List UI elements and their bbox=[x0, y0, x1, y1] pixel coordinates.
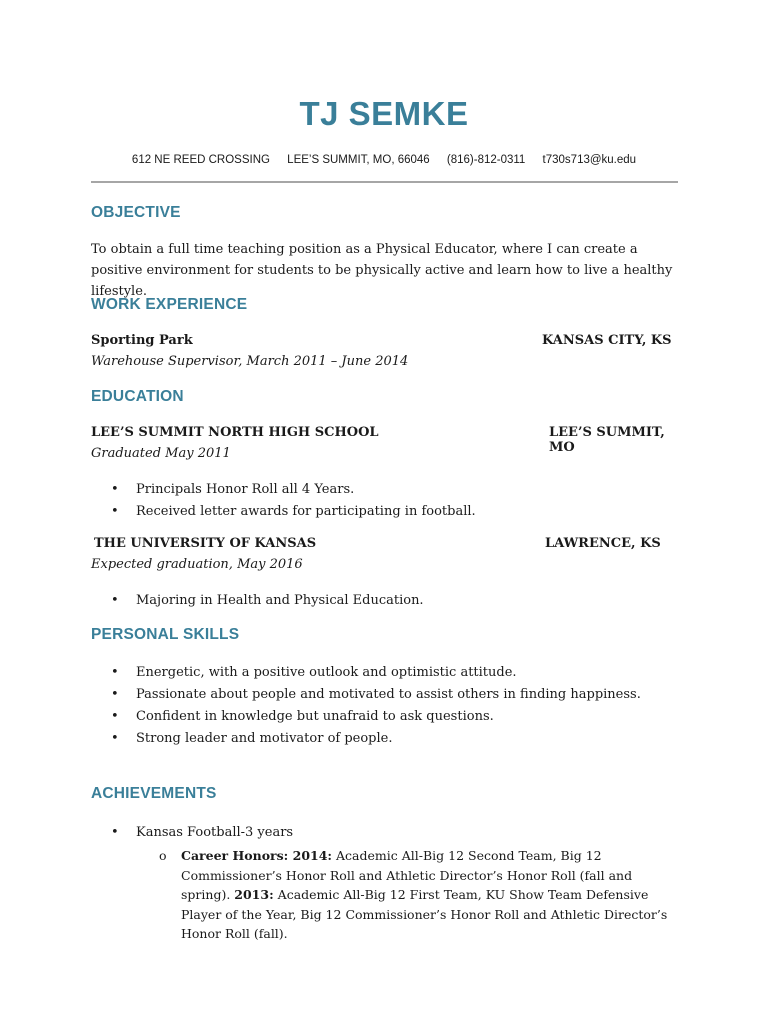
school1-name: LEE’S SUMMIT NORTH HIGH SCHOOL bbox=[91, 425, 379, 440]
bullet-icon: • bbox=[111, 504, 119, 519]
school2-bullets bbox=[91, 590, 681, 612]
list-item: • Energetic, with a positive outlook and optimistic attitude. bbox=[91, 662, 681, 684]
bullet-icon: • bbox=[111, 687, 119, 702]
contact-email[interactable]: t730s713@ku.edu bbox=[542, 154, 637, 166]
header-divider bbox=[91, 181, 678, 183]
skills-bullets bbox=[91, 662, 681, 750]
career-honors-text: Career Honors: 2014: Academic All-Big 12 Second Team, Big 12 Commissioner’s Honor Roll and Athletic Director’s Honor Roll (fall and spring). 2013: Academic All-Big 12 First Team, KU Show Team Defensive Player of the Year, Big 12 Commissioner’s Honor Roll and Athletic Director’s Honor Roll (fall). bbox=[181, 848, 668, 941]
school1-bullets bbox=[91, 479, 681, 523]
career-honors bbox=[159, 846, 679, 944]
school2-detail: Expected graduation, May 2016 bbox=[91, 557, 303, 572]
list-item: • Principals Honor Roll all 4 Years. bbox=[91, 479, 681, 501]
bullet-icon: • bbox=[111, 482, 119, 497]
achievements-heading: ACHIEVEMENTS bbox=[91, 785, 217, 802]
bullet-icon: • bbox=[111, 665, 119, 680]
school2-name: THE UNIVERSITY OF KANSAS bbox=[94, 536, 317, 551]
list-item: • Majoring in Health and Physical Education. bbox=[91, 590, 681, 612]
achievements-bullets bbox=[91, 822, 681, 844]
objective-text: To obtain a full time teaching position as a Physical Educator, where I can create a positive environment for students to be physically active and learn how to live a healthy lifestyle. bbox=[91, 242, 673, 299]
contact-address: 612 NE REED CROSSING bbox=[131, 154, 270, 166]
list-item: • Kansas Football-3 years bbox=[91, 822, 681, 844]
bullet-icon: • bbox=[111, 593, 119, 608]
contact-phone: (816)-812-0311 bbox=[446, 154, 526, 166]
resume-name: TJ SEMKE bbox=[299, 95, 469, 132]
work-employer: Sporting Park bbox=[91, 333, 193, 348]
education-heading: EDUCATION bbox=[91, 388, 184, 405]
school2-row bbox=[91, 536, 678, 551]
objective-heading: OBJECTIVE bbox=[91, 204, 181, 221]
school2-location: LAWRENCE, KS bbox=[545, 536, 661, 551]
circle-bullet-icon: o bbox=[159, 848, 167, 863]
school1-detail: Graduated May 2011 bbox=[91, 446, 231, 461]
skills-heading: PERSONAL SKILLS bbox=[91, 626, 240, 643]
bullet-icon: • bbox=[111, 709, 119, 724]
work-location: KANSAS CITY, KS bbox=[542, 333, 672, 348]
list-item: • Received letter awards for participating in football. bbox=[91, 501, 681, 523]
contact-city: LEE’S SUMMIT, MO, 66046 bbox=[287, 154, 430, 166]
bullet-icon: • bbox=[111, 825, 119, 840]
school1-location: LEE’S SUMMIT, MO bbox=[549, 425, 665, 455]
work-heading: WORK EXPERIENCE bbox=[91, 296, 248, 313]
work-role: Warehouse Supervisor, March 2011 – June 2014 bbox=[91, 354, 409, 369]
bullet-icon: • bbox=[111, 731, 119, 746]
list-item: • Confident in knowledge but unafraid to ask questions. bbox=[91, 706, 681, 728]
contact-line bbox=[91, 154, 677, 166]
work-row bbox=[91, 333, 678, 348]
list-item: • Passionate about people and motivated to assist others in finding happiness. bbox=[91, 684, 681, 706]
list-item: • Strong leader and motivator of people. bbox=[91, 728, 681, 750]
